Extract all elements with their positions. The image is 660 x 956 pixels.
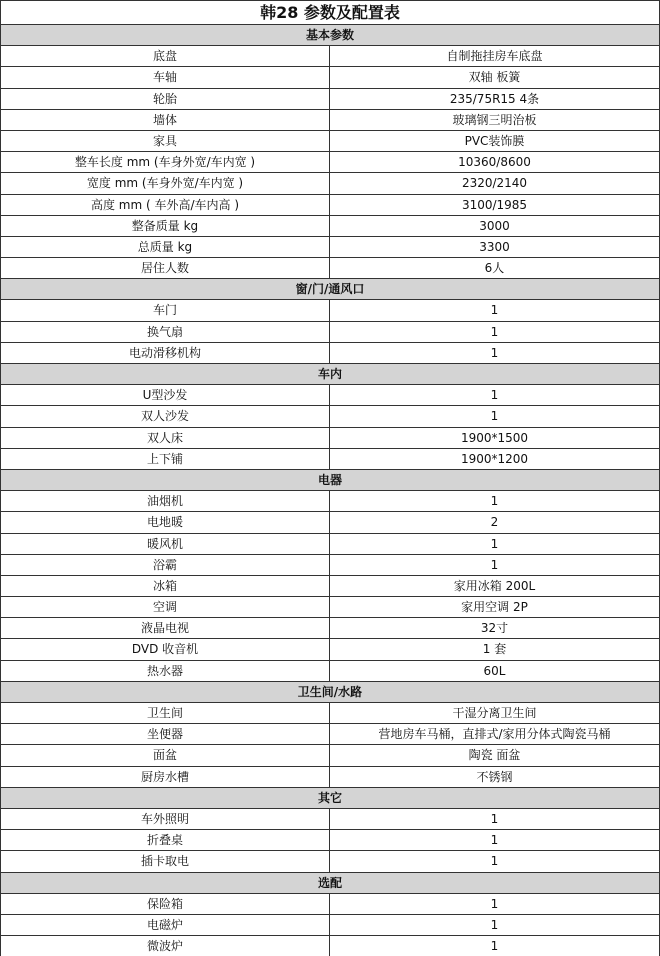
section-header: 选配 bbox=[0, 872, 660, 893]
row-label: DVD 收音机 bbox=[1, 639, 330, 659]
row-value: 10360/8600 bbox=[458, 155, 531, 170]
row-value: 1 bbox=[490, 939, 499, 954]
row-value: 60L bbox=[483, 663, 506, 678]
table-row bbox=[0, 935, 660, 956]
table-row bbox=[0, 130, 660, 151]
table-row bbox=[0, 109, 660, 130]
row-label: 车外照明 bbox=[1, 809, 330, 829]
row-label: 整备质量 kg bbox=[1, 216, 330, 236]
row-label: 电地暖 bbox=[1, 512, 330, 532]
table-row bbox=[0, 533, 660, 554]
row-label: 空调 bbox=[1, 597, 330, 617]
table-title: 韩28 参数及配置表 bbox=[0, 0, 660, 24]
row-label: 墙体 bbox=[1, 110, 330, 130]
table-row bbox=[0, 236, 660, 257]
row-value: 1900*1200 bbox=[460, 451, 529, 466]
row-label: 宽度 mm (车身外宽/车内宽 ) bbox=[1, 173, 330, 193]
table-row bbox=[0, 766, 660, 787]
row-label: 面盆 bbox=[1, 745, 330, 765]
table-row bbox=[0, 490, 660, 511]
table-row bbox=[0, 744, 660, 765]
table-row bbox=[0, 66, 660, 87]
section-header: 车内 bbox=[0, 363, 660, 384]
row-label: 总质量 kg bbox=[1, 237, 330, 257]
table-row bbox=[0, 321, 660, 342]
row-label: 家具 bbox=[1, 131, 330, 151]
row-label: 换气扇 bbox=[1, 322, 330, 342]
row-value: 1 bbox=[490, 833, 499, 848]
row-value: 1 bbox=[490, 557, 499, 572]
row-value: 1 bbox=[490, 811, 499, 826]
row-value: 1900*1500 bbox=[460, 430, 529, 445]
table-row bbox=[0, 808, 660, 829]
row-value: 1 bbox=[490, 409, 499, 424]
row-label: 电磁炉 bbox=[1, 915, 330, 935]
row-label: U型沙发 bbox=[1, 385, 330, 405]
row-label: 油烟机 bbox=[1, 491, 330, 511]
table-row bbox=[0, 617, 660, 638]
row-label: 卫生间 bbox=[1, 703, 330, 723]
table-row bbox=[0, 172, 660, 193]
row-value: 陶瓷 面盆 bbox=[468, 748, 521, 763]
row-label: 保险箱 bbox=[1, 894, 330, 914]
row-value: 1 套 bbox=[482, 642, 507, 657]
row-value: 1 bbox=[490, 324, 499, 339]
row-value: 2320/2140 bbox=[461, 176, 528, 191]
row-label: 车门 bbox=[1, 300, 330, 320]
row-label: 坐便器 bbox=[1, 724, 330, 744]
row-label: 暖风机 bbox=[1, 534, 330, 554]
section-header: 电器 bbox=[0, 469, 660, 490]
table-row bbox=[0, 596, 660, 617]
row-label: 整车长度 mm (车身外宽/车内宽 ) bbox=[1, 152, 330, 172]
row-value: 1 bbox=[490, 536, 499, 551]
row-label: 双人床 bbox=[1, 428, 330, 448]
row-value: 32寸 bbox=[480, 621, 509, 636]
row-value: 家用冰箱 200L bbox=[453, 578, 536, 593]
row-label: 底盘 bbox=[1, 46, 330, 66]
table-row bbox=[0, 384, 660, 405]
table-row bbox=[0, 575, 660, 596]
table-row bbox=[0, 638, 660, 659]
table-row bbox=[0, 342, 660, 363]
table-row bbox=[0, 914, 660, 935]
row-label: 折叠桌 bbox=[1, 830, 330, 850]
table-row bbox=[0, 850, 660, 871]
row-value: 1 bbox=[490, 854, 499, 869]
row-label: 轮胎 bbox=[1, 89, 330, 109]
table-row bbox=[0, 829, 660, 850]
row-value: 235/75R15 4条 bbox=[449, 91, 540, 106]
row-value: 1 bbox=[490, 896, 499, 911]
table-row bbox=[0, 151, 660, 172]
row-label: 厨房水槽 bbox=[1, 767, 330, 787]
table-row bbox=[0, 723, 660, 744]
row-value: 自制拖挂房车底盘 bbox=[446, 49, 543, 64]
table-row bbox=[0, 299, 660, 320]
table-row bbox=[0, 702, 660, 723]
table-body bbox=[0, 24, 660, 956]
row-value: 玻璃钢三明治板 bbox=[452, 112, 537, 127]
row-value: 2 bbox=[490, 515, 499, 530]
table-row bbox=[0, 893, 660, 914]
row-value: 1 bbox=[490, 494, 499, 509]
table-row bbox=[0, 427, 660, 448]
row-value: 家用空调 2P bbox=[461, 600, 528, 615]
row-label: 高度 mm ( 车外高/车内高 ) bbox=[1, 195, 330, 215]
row-value: 1 bbox=[490, 388, 499, 403]
row-value: 双轴 板簧 bbox=[468, 70, 521, 85]
section-header: 卫生间/水路 bbox=[0, 681, 660, 702]
table-row bbox=[0, 405, 660, 426]
row-value: 1 bbox=[490, 345, 499, 360]
row-value: 1 bbox=[490, 917, 499, 932]
table-row bbox=[0, 660, 660, 681]
row-label: 热水器 bbox=[1, 661, 330, 681]
row-value: 3300 bbox=[479, 239, 510, 254]
table-row bbox=[0, 511, 660, 532]
row-value: 3000 bbox=[479, 218, 510, 233]
row-label: 液晶电视 bbox=[1, 618, 330, 638]
row-label: 居住人数 bbox=[1, 258, 330, 278]
table-row bbox=[0, 45, 660, 66]
section-header: 窗/门/通风口 bbox=[0, 278, 660, 299]
row-label: 车轴 bbox=[1, 67, 330, 87]
row-value: 6人 bbox=[484, 261, 505, 276]
section-header: 基本参数 bbox=[0, 24, 660, 45]
row-value: 不锈钢 bbox=[476, 769, 513, 784]
row-value: 干湿分离卫生间 bbox=[452, 706, 537, 720]
row-label: 双人沙发 bbox=[1, 406, 330, 426]
row-value: PVC装饰膜 bbox=[464, 133, 525, 148]
row-label: 浴霸 bbox=[1, 555, 330, 575]
table-row bbox=[0, 257, 660, 278]
row-value: 营地房车马桶，直排式/家用分体式陶瓷马桶 bbox=[378, 727, 611, 742]
row-value: 3100/1985 bbox=[461, 197, 528, 212]
row-label: 微波炉 bbox=[1, 936, 330, 956]
section-header: 其它 bbox=[0, 787, 660, 808]
row-label: 电动滑移机构 bbox=[1, 343, 330, 363]
table-row bbox=[0, 554, 660, 575]
row-label: 上下铺 bbox=[1, 449, 330, 469]
table-row bbox=[0, 215, 660, 236]
row-value: 1 bbox=[490, 303, 499, 318]
row-label: 插卡取电 bbox=[1, 851, 330, 871]
table-row bbox=[0, 194, 660, 215]
row-label: 冰箱 bbox=[1, 576, 330, 596]
table-row bbox=[0, 88, 660, 109]
table-row bbox=[0, 448, 660, 469]
